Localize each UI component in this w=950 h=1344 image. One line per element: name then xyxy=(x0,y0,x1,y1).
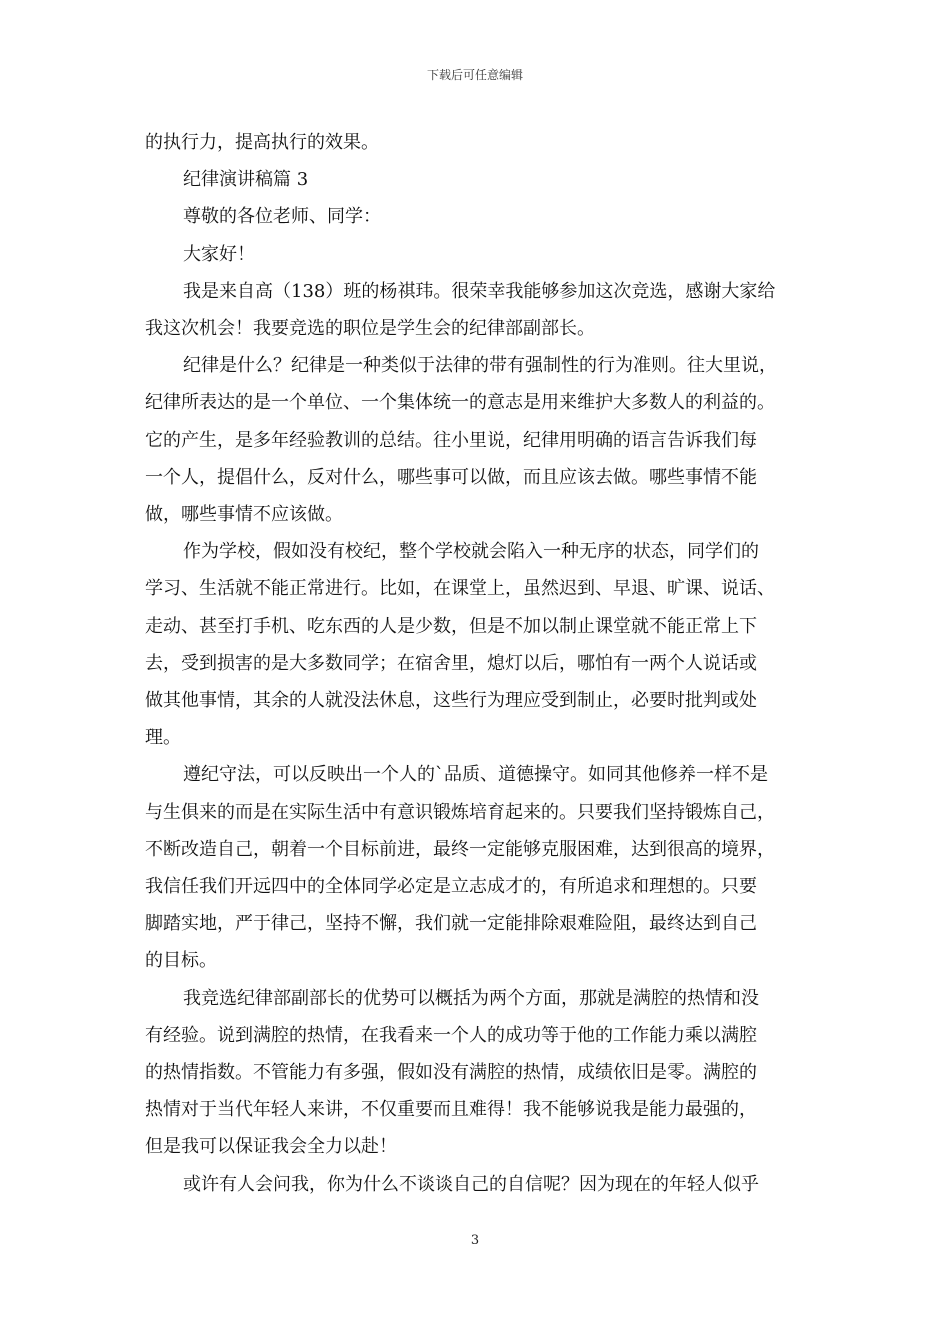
text-line: 遵纪守法，可以反映出一个人的`品质、道德操守。如同其他修养一样不是 xyxy=(183,764,768,786)
text-line: 走动、甚至打手机、吃东西的人是少数，但是不加以制止课堂就不能正常上下 xyxy=(145,615,757,637)
text-line: 做其他事情，其余的人就没法休息，这些行为理应受到制止，必要时批判或处 xyxy=(145,690,757,712)
text-line: 的热情指数。不管能力有多强，假如没有满腔的热情，成绩依旧是零。满腔的 xyxy=(145,1062,757,1084)
text-line: 一个人，提倡什么，反对什么，哪些事可以做，而且应该去做。哪些事情不能 xyxy=(145,466,757,488)
text-line: 它的产生，是多年经验教训的总结。往小里说，纪律用明确的语言告诉我们每 xyxy=(145,429,757,451)
text-line: 有经验。说到满腔的热情，在我看来一个人的成功等于他的工作能力乘以满腔 xyxy=(145,1024,757,1046)
text-line: 我这次机会！我要竞选的职位是学生会的纪律部副部长。 xyxy=(145,318,595,340)
text-line: 但是我可以保证我会全力以赴！ xyxy=(145,1136,397,1158)
text-line: 热情对于当代年轻人来讲，不仅重要而且难得！我不能够说我是能力最强的， xyxy=(145,1099,757,1121)
text-line: 或许有人会问我，你为什么不谈谈自己的自信呢？因为现在的年轻人似乎 xyxy=(183,1173,759,1195)
text-line: 我信任我们开远四中的全体同学必定是立志成才的，有所追求和理想的。只要 xyxy=(145,876,757,898)
text-line: 作为学校，假如没有校纪，整个学校就会陷入一种无序的状态，同学们的 xyxy=(183,541,759,563)
document-body xyxy=(145,124,813,1203)
text-line: 脚踏实地，严于律己，坚持不懈，我们就一定能排除艰难险阻，最终达到自己 xyxy=(145,913,757,935)
text-line: 尊敬的各位老师、同学： xyxy=(183,206,381,228)
text-line: 与生俱来的而是在实际生活中有意识锻炼培育起来的。只要我们坚持锻炼自己， xyxy=(145,801,775,823)
text-line: 学习、生活就不能正常进行。比如，在课堂上，虽然迟到、早退、旷课、说话、 xyxy=(145,578,775,600)
text-line: 纪律是什么？纪律是一种类似于法律的带有强制性的行为准则。往大里说， xyxy=(183,355,777,377)
text-line: 我是来自高（138）班的杨祺玮。很荣幸我能够参加这次竞选，感谢大家给 xyxy=(183,280,776,302)
page-number: 3 xyxy=(470,1233,480,1248)
text-line: 我竞选纪律部副部长的优势可以概括为两个方面，那就是满腔的热情和没 xyxy=(183,987,759,1009)
text-line: 去，受到损害的是大多数同学；在宿舍里，熄灯以后，哪怕有一两个人说话或 xyxy=(145,652,757,674)
text-line: 纪律所表达的是一个单位、一个集体统一的意志是用来维护大多数人的利益的。 xyxy=(145,392,775,414)
text-line: 大家好！ xyxy=(183,243,255,265)
text-line: 做，哪些事情不应该做。 xyxy=(145,504,343,526)
text-line: 不断改造自己，朝着一个目标前进，最终一定能够克服困难，达到很高的境界， xyxy=(145,838,775,860)
text-line: 的目标。 xyxy=(145,950,217,972)
text-line: 纪律演讲稿篇 3 xyxy=(183,169,309,191)
page-header: 下载后可任意编辑 xyxy=(426,68,523,82)
text-line: 理。 xyxy=(145,727,181,749)
text-line: 的执行力，提高执行的效果。 xyxy=(145,132,379,153)
